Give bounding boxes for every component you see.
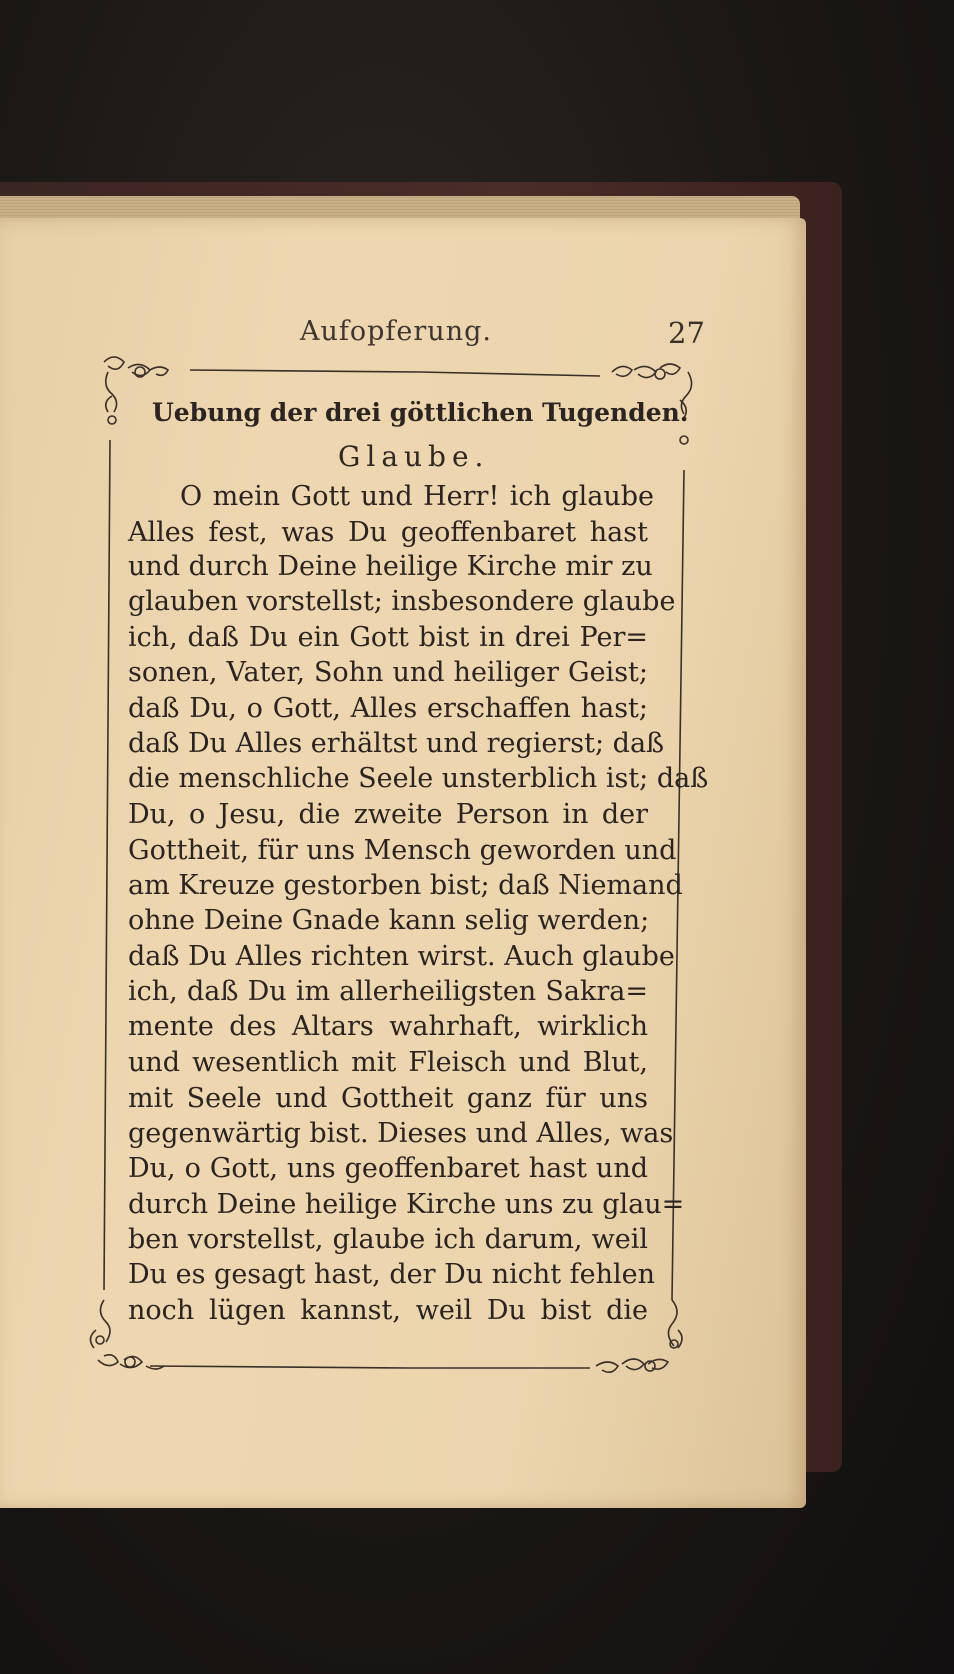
text-line: und durch Deine heilige Kirche mir zu <box>128 551 653 582</box>
text-line: und wesentlich mit Fleisch und Blut, <box>128 1047 648 1078</box>
text-line: am Kreuze gestorben bist; daß Niemand <box>128 870 683 901</box>
text-line: daß Du Alles erhältst und regierst; daß <box>128 728 665 759</box>
text-line: die menschliche Seele unsterblich ist; daß <box>128 763 709 794</box>
text-line: glauben vorstellst; insbesondere glaube <box>128 586 676 617</box>
section-heading: Uebung der drei göttlichen Tugenden. <box>152 398 689 427</box>
text-line: Du es gesagt hast, der Du nicht fehlen <box>128 1259 656 1290</box>
text-line: ohne Deine Gnade kann selig werden; <box>128 905 650 936</box>
text-line: Alles fest, was Du geoffenbaret hast <box>128 517 648 548</box>
text-line: Du, o Jesu, die zweite Person in der <box>128 799 648 830</box>
text-line: Du, o Gott, uns geoffenbaret hast und <box>128 1153 648 1184</box>
page-number: 27 <box>668 316 705 350</box>
text-line: sonen, Vater, Sohn und heiliger Geist; <box>128 657 648 688</box>
text-line: daß Du, o Gott, Alles erschaffen hast; <box>128 693 648 724</box>
text-line: noch lügen kannst, weil Du bist die <box>128 1295 648 1326</box>
text-line: daß Du Alles richten wirst. Auch glaube <box>128 941 675 972</box>
text-line: gegenwärtig bist. Dieses und Alles, was <box>128 1118 674 1149</box>
text-line: Gottheit, für uns Mensch geworden und <box>128 835 677 866</box>
section-subheading: Glaube. <box>338 440 490 473</box>
running-head: Aufopferung. <box>300 316 492 347</box>
text-line: ich, daß Du im allerheiligsten Sakra= <box>128 976 648 1007</box>
text-line: ben vorstellst, glaube ich darum, weil <box>128 1224 648 1255</box>
text-line: O mein Gott und Herr! ich glaube <box>180 481 654 512</box>
text-line: mit Seele und Gottheit ganz für uns <box>128 1083 648 1114</box>
text-line: ich, daß Du ein Gott bist in drei Per= <box>128 622 648 653</box>
text-line: durch Deine heilige Kirche uns zu glau= <box>128 1189 685 1220</box>
text-line: mente des Altars wahrhaft, wirklich <box>128 1011 648 1042</box>
